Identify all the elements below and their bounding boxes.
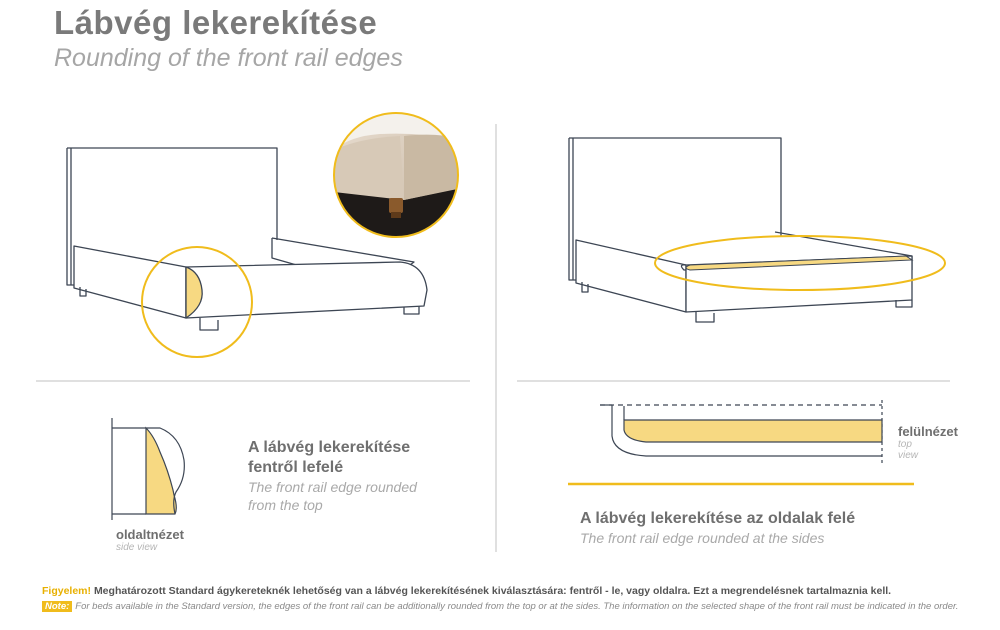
- left-caption-en-line2: from the top: [248, 497, 323, 513]
- left-caption-hu-line2: fentről lefelé: [248, 459, 344, 476]
- footer-warning: [42, 585, 891, 597]
- top-view-profile: [600, 400, 882, 466]
- page-title: Lábvég lekerekítése: [54, 4, 378, 41]
- warning-text: Meghatározott Standard ágykereteknék lehetőség van a lábvég lekerekítésének kiválasztására: fentről - le, vagy oldalra. Ezt a megrendelésnek tartalmaznia kell.: [93, 585, 892, 597]
- footer-note: [42, 601, 958, 612]
- right-caption: [580, 509, 855, 547]
- top-view-label-hu: felülnézet: [898, 424, 958, 439]
- top-view-label: [898, 424, 958, 461]
- side-view-label: [116, 527, 184, 553]
- note-label: Note:: [42, 601, 72, 612]
- page-subtitle: Rounding of the front rail edges: [54, 44, 403, 72]
- left-caption: [248, 438, 417, 514]
- right-caption-en: The front rail edge rounded at the sides: [580, 530, 825, 546]
- side-view-label-hu: oldaltnézet: [116, 527, 184, 542]
- right-caption-hu: A lábvég lekerekítése az oldalak felé: [580, 510, 856, 527]
- warning-label: Figyelem!: [42, 585, 92, 597]
- left-caption-hu-line1: A lábvég lekerekítése: [248, 439, 411, 456]
- left-caption-en-line1: The front rail edge rounded: [248, 479, 417, 495]
- photo-detail-inset: [330, 105, 465, 245]
- bed-drawing-rounded-sides: [569, 138, 912, 322]
- top-view-label-en-line1: top: [898, 439, 912, 450]
- note-text: For beds available in the Standard version, the edges of the front rail can be additionally rounded from the top or at the sides. The information on the selected shape of the front rail must be indicated in the order.: [75, 601, 959, 612]
- side-view-profile: [112, 418, 184, 520]
- top-view-label-en-line2: view: [898, 450, 919, 461]
- side-view-label-en: side view: [116, 542, 158, 553]
